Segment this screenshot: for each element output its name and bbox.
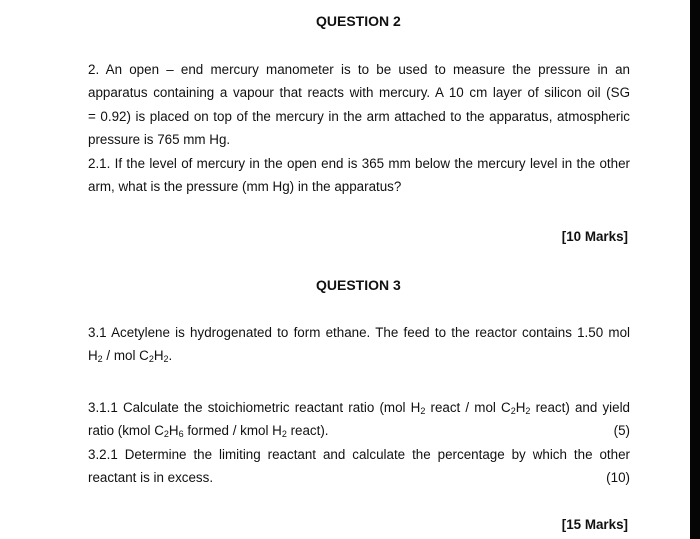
q2-line-1: 2. An open – end mercury manometer is to be used to measure the pressure in an <box>88 62 630 77</box>
q311-line-1: 3.1.1 Calculate the stoichiometric reactant ratio (mol $H_2$ react / mol $C_2H_2$ react) and yield <box>88 400 631 416</box>
question-2-text <box>88 58 630 198</box>
q3-intro-line-2: $H_2$ / mol $C_2H_2$. <box>88 348 173 365</box>
q3-intro-line-1: 3.1 Acetylene is hydrogenated to form ethane. The feed to the reactor contains 1.50 mol <box>88 325 630 340</box>
q321-line-2 <box>88 466 630 489</box>
question-2-heading: QUESTION 2 <box>316 13 401 29</box>
q311-line-2-text: ratio (kmol $C_2H_6$ formed / kmol $H_2$ react). <box>88 423 329 440</box>
question-2-marks: [10 Marks] <box>561 229 628 244</box>
q321-line-2-text: reactant is in excess. <box>88 470 214 486</box>
question-3-marks: [15 Marks] <box>561 517 628 532</box>
q2-line-3: = 0.92) is placed on top of the mercury in the arm attached to the apparatus, atmospheric <box>88 108 630 124</box>
dark-border-edge <box>690 0 700 539</box>
question-3-intro <box>88 321 630 368</box>
q2-line-5: 2.1. If the level of mercury in the open end is 365 mm below the mercury level in the other <box>88 155 630 171</box>
question-3-heading: QUESTION 3 <box>316 277 401 293</box>
q2-line-4: pressure is 765 mm Hg. <box>88 132 231 148</box>
q311-mark: (5) <box>613 423 630 439</box>
q2-line-6: arm, what is the pressure (mm Hg) in the apparatus? <box>88 179 402 195</box>
q321-line-1: 3.2.1 Determine the limiting reactant and calculate the percentage by which the other <box>88 446 630 462</box>
q311-line-2 <box>88 419 630 442</box>
q321-mark: (10) <box>606 470 630 486</box>
question-3-subparts <box>88 396 630 490</box>
q2-line-2: apparatus containing a vapour that reacts with mercury. A 10 cm layer of silicon oil (SG <box>88 85 630 101</box>
